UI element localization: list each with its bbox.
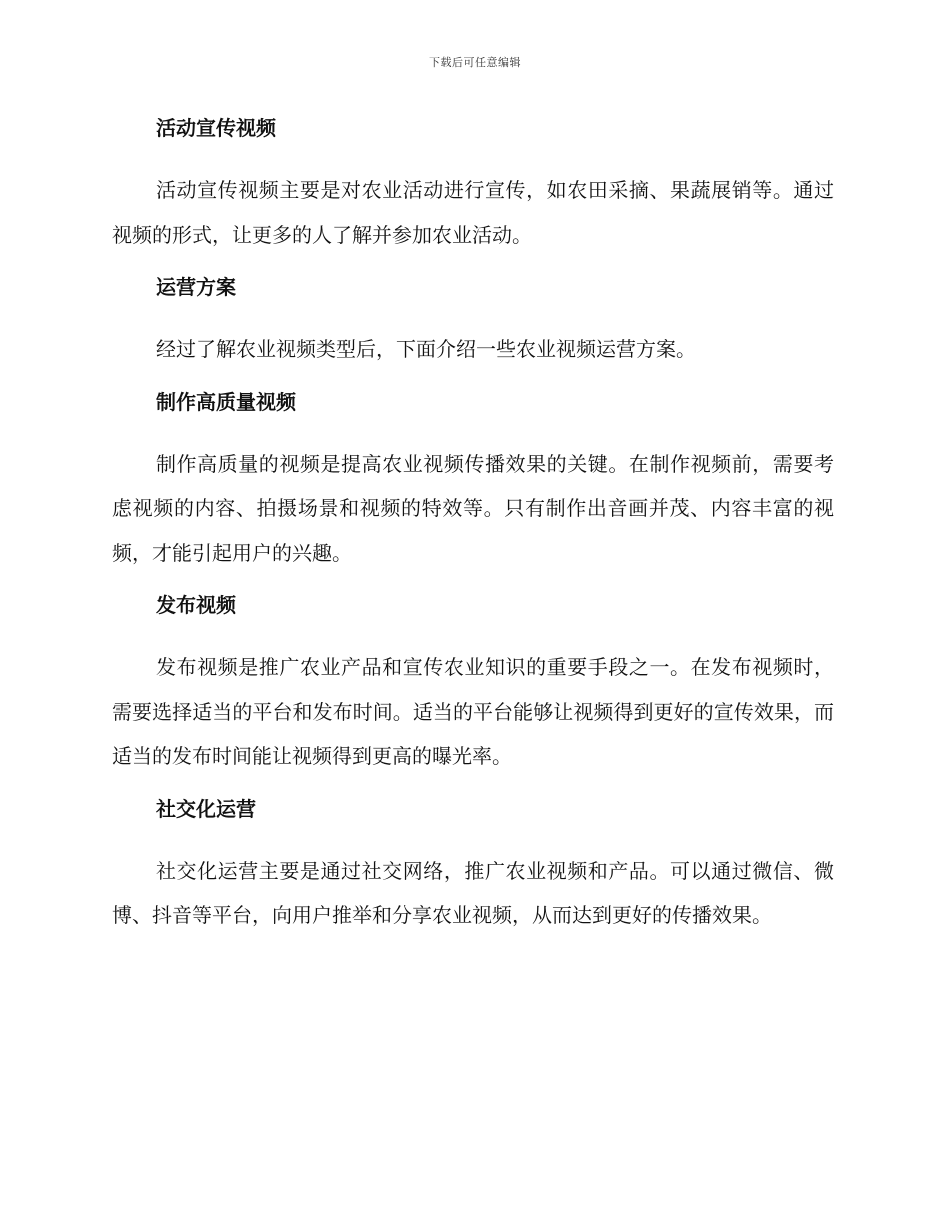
section-paragraph: 制作高质量的视频是提高农业视频传播效果的关键。在制作视频前，需要考虑视频的内容、拍摄场景和视频的特效等。只有制作出音画并茂、内容丰富的视频，才能引起用户的兴趣。 xyxy=(112,451,834,565)
section-activity-promo-video xyxy=(112,110,834,257)
section-heading: 制作高质量视频 xyxy=(156,389,296,414)
section-paragraph: 发布视频是推广农业产品和宣传农业知识的重要手段之一。在发布视频时，需要选择适当的平台和发布时间。适当的平台能够让视频得到更好的宣传效果，而适当的发布时间能让视频得到更高的曝光率。 xyxy=(112,655,834,768)
section-paragraph: 活动宣传视频主要是对农业活动进行宣传，如农田采摘、果蔬展销等。通过视频的形式，让更多的人了解并参加农业活动。 xyxy=(112,178,834,247)
section-paragraph: 经过了解农业视频类型后，下面介绍一些农业视频运营方案。 xyxy=(156,337,696,361)
section-heading: 运营方案 xyxy=(156,275,236,299)
document-body xyxy=(112,110,834,950)
page-header: 下载后可任意编辑 xyxy=(429,56,521,69)
section-social-operation xyxy=(112,791,834,938)
section-paragraph: 社交化运营主要是通过社交网络，推广农业视频和产品。可以通过微信、微博、抖音等平台，向用户推举和分享农业视频，从而达到更好的传播效果。 xyxy=(112,858,834,927)
section-heading: 活动宣传视频 xyxy=(156,116,276,140)
section-operation-plan xyxy=(112,269,834,372)
section-high-quality-video xyxy=(112,384,834,576)
section-publish-video xyxy=(112,587,834,779)
section-heading: 发布视频 xyxy=(156,593,236,617)
section-heading: 社交化运营 xyxy=(156,796,256,821)
